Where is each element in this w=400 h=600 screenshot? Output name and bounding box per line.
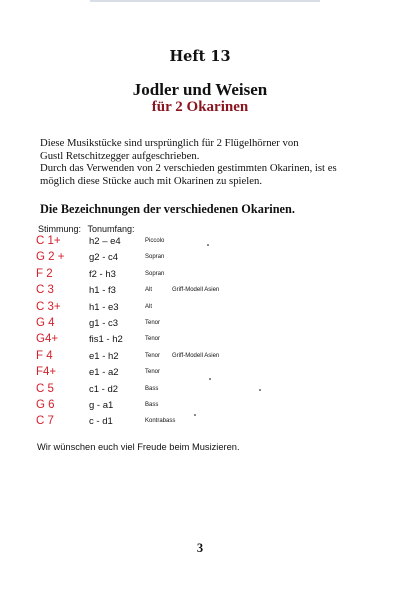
ocarina-type: Piccolo bbox=[145, 238, 165, 244]
table-row bbox=[36, 399, 356, 415]
table-row bbox=[36, 415, 356, 431]
booklet-number: Heft 13 bbox=[169, 48, 231, 65]
tuning-key: F 2 bbox=[36, 267, 53, 280]
table-row bbox=[36, 366, 356, 382]
intro-line: möglich diese Stücke auch mit Okarinen zu spielen. bbox=[40, 174, 263, 187]
page-number: 3 bbox=[196, 541, 204, 555]
ocarina-type: Alt bbox=[145, 287, 153, 294]
ocarina-type: Alt bbox=[145, 303, 153, 310]
tuning-key: G 2 + bbox=[36, 251, 65, 264]
table-row bbox=[36, 301, 356, 317]
tuning-key: G 4 bbox=[36, 316, 55, 329]
scan-speck bbox=[207, 244, 209, 246]
section-heading: Die Bezeichnungen der verschiedenen Okarinen. bbox=[40, 202, 295, 216]
ocarina-table bbox=[36, 235, 356, 432]
scan-edge-mark bbox=[90, 0, 320, 2]
tone-range: e1 - h2 bbox=[89, 350, 119, 362]
ocarina-type: Sopran bbox=[145, 254, 165, 261]
ocarina-type: Bass bbox=[145, 385, 159, 392]
tone-range: c1 - d2 bbox=[89, 383, 119, 395]
tone-range: h1 - e3 bbox=[89, 301, 119, 313]
tone-range: g1 - c3 bbox=[89, 317, 119, 329]
tone-range: e1 - a2 bbox=[89, 367, 119, 379]
table-row bbox=[36, 268, 356, 284]
ocarina-type: Tenor bbox=[145, 352, 161, 359]
table-row bbox=[36, 383, 356, 399]
tone-range: f2 - h3 bbox=[89, 268, 116, 280]
table-row bbox=[36, 235, 356, 251]
intro-line: Durch das Verwenden von 2 verschieden gestimmten Okarinen, ist es bbox=[40, 162, 337, 174]
tuning-key: C 7 bbox=[36, 415, 54, 428]
intro-paragraph bbox=[40, 137, 380, 187]
row-note: Griff-Modell Asien bbox=[172, 287, 220, 294]
closing-text: Wir wünschen euch viel Freude beim Musizieren. bbox=[37, 442, 240, 452]
tuning-key: F 4 bbox=[36, 349, 53, 362]
table-row bbox=[36, 251, 356, 267]
table-row bbox=[36, 317, 356, 333]
intro-line: Gustl Retschitzegger aufgeschrieben. bbox=[40, 149, 200, 162]
table-header bbox=[38, 224, 135, 234]
scan-speck bbox=[194, 414, 196, 416]
ocarina-type: Sopran bbox=[145, 270, 165, 277]
page-title: Jodler und Weisen bbox=[132, 80, 268, 99]
tuning-key: C 3 bbox=[36, 284, 54, 297]
table-row bbox=[36, 333, 356, 349]
ocarina-type: Bass bbox=[145, 401, 159, 408]
tone-range: h1 - f3 bbox=[89, 285, 116, 297]
tone-range: c - d1 bbox=[89, 416, 113, 428]
tone-range: fis1 - h2 bbox=[89, 334, 123, 346]
tuning-key: G4+ bbox=[36, 333, 59, 346]
range-column-header: Tonumfang: bbox=[87, 224, 135, 234]
intro-line: Diese Musikstücke sind ursprünglich für 2 Flügelhörner von bbox=[40, 137, 299, 149]
ocarina-type: Tenor bbox=[145, 369, 161, 376]
tuning-column-header: Stimmung: bbox=[38, 224, 82, 234]
tone-range: g2 - c4 bbox=[89, 252, 119, 264]
tuning-key: C 3+ bbox=[36, 300, 61, 313]
page-subtitle: für 2 Okarinen bbox=[151, 99, 249, 115]
tuning-key: G 6 bbox=[36, 398, 55, 411]
ocarina-type: Tenor bbox=[145, 336, 161, 343]
tone-range: g - a1 bbox=[89, 399, 114, 411]
tuning-key: F4+ bbox=[36, 366, 57, 379]
tuning-key: C 1+ bbox=[36, 235, 61, 247]
tuning-key: C 5 bbox=[36, 382, 54, 395]
table-row bbox=[36, 284, 356, 300]
row-note: Griff-Modell Asien bbox=[172, 352, 220, 359]
tone-range: h2 – e4 bbox=[89, 236, 121, 247]
scan-speck bbox=[259, 389, 261, 391]
ocarina-type: Kontrabass bbox=[145, 418, 176, 425]
ocarina-type: Tenor bbox=[145, 319, 161, 326]
table-row bbox=[36, 350, 356, 366]
scan-speck bbox=[209, 378, 211, 380]
